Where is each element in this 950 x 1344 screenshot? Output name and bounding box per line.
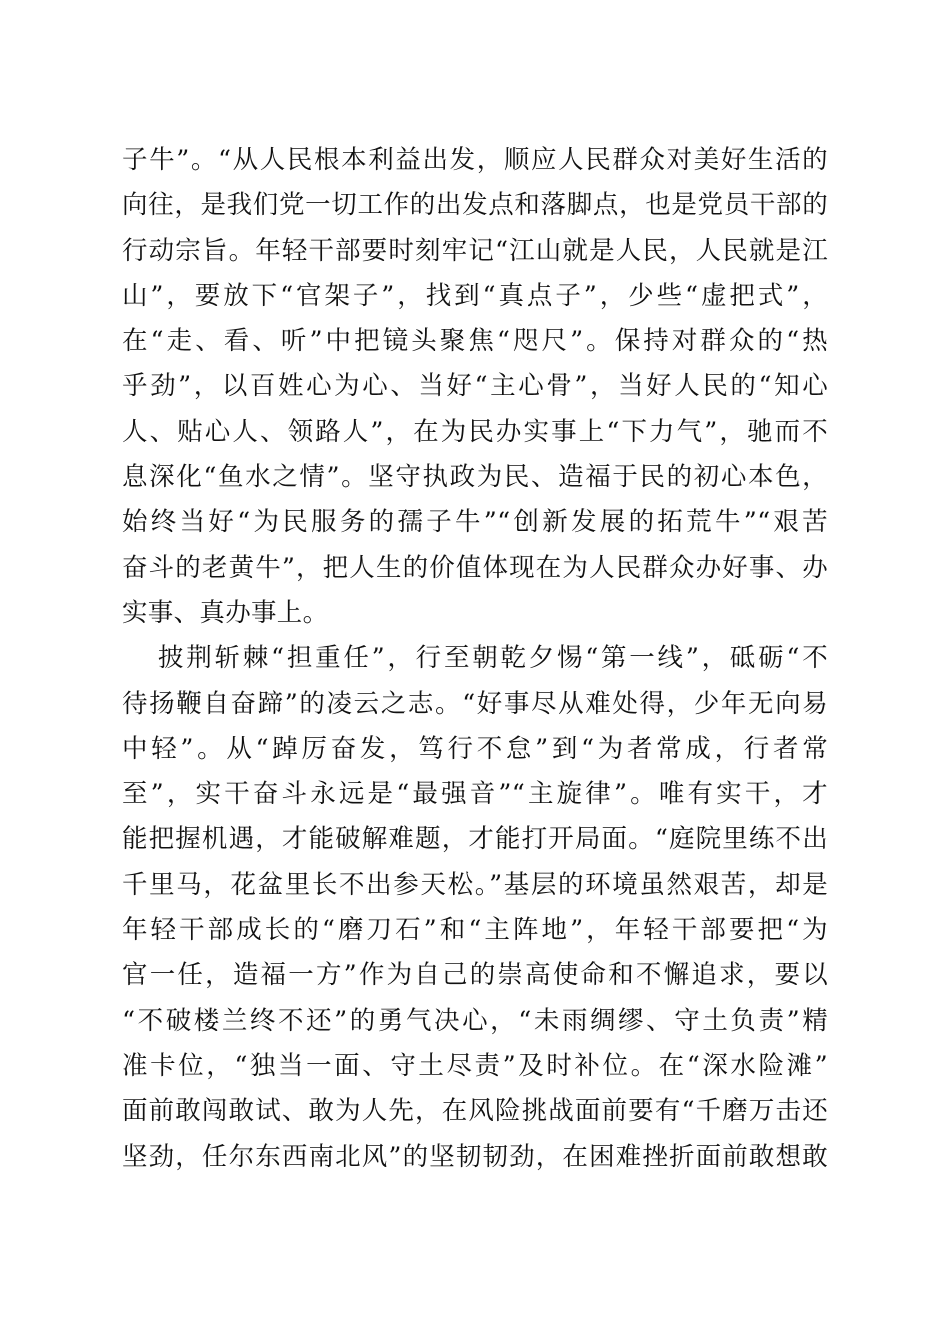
text-line: 待扬鞭自奋蹄”的凌云之志。“好事尽从难处得，少年无向易 (122, 688, 828, 719)
text-line: 子牛”。“从人民根本利益出发，顺应人民群众对美好生活的 (122, 145, 828, 175)
text-line: 向往，是我们党一切工作的出发点和落脚点，也是党员干部的 (122, 190, 828, 221)
text-line: 中轻”。从“踔厉奋发，笃行不怠”到“为者常成，行者常 (122, 733, 828, 764)
text-line: 奋斗的老黄牛”，把人生的价值体现在为人民群众办好事、办 (122, 552, 828, 583)
text-line: 在“走、看、听”中把镜头聚焦“咫尺”。保持对群众的“热 (122, 326, 828, 357)
text-line: 始终当好“为民服务的孺子牛”“创新发展的拓荒牛”“艰苦 (122, 507, 828, 538)
text-line: 坚劲，任尔东西南北风”的坚韧韧劲，在困难挫折面前敢想敢 (122, 1141, 828, 1172)
text-line: 行动宗旨。年轻干部要时刻牢记“江山就是人民，人民就是江 (122, 235, 828, 266)
text-line: 披荆斩棘“担重任”，行至朝乾夕惕“第一线”，砥砺“不 (158, 643, 828, 674)
text-line: 实事、真办事上。 (122, 597, 329, 628)
text-line: 准卡位，“独当一面、守土尽责”及时补位。在“深水险滩” (122, 1050, 828, 1081)
text-line: 至”，实干奋斗永远是“最强音”“主旋律”。唯有实干，才 (122, 779, 828, 810)
text-line: 官一任，造福一方”作为自己的崇高使命和不懈追求，要以 (122, 960, 828, 991)
text-line: 年轻干部成长的“磨刀石”和“主阵地”，年轻干部要把“为 (122, 915, 828, 946)
text-line: 能把握机遇，才能破解难题，才能打开局面。“庭院里练不出 (122, 824, 828, 855)
text-line: 乎劲”，以百姓心为心、当好“主心骨”，当好人民的“知心 (122, 371, 828, 402)
text-line: 人、贴心人、领路人”，在为民办实事上“下力气”，驰而不 (122, 416, 828, 447)
paragraph (122, 138, 828, 636)
text-line: 息深化“鱼水之情”。坚守执政为民、造福于民的初心本色， (122, 462, 828, 493)
paragraph (122, 636, 828, 1180)
text-line: 千里马，花盆里长不出参天松。”基层的环境虽然艰苦，却是 (122, 869, 828, 900)
document-page (122, 138, 828, 1180)
text-line: “不破楼兰终不还”的勇气决心，“未雨绸缪、守土负责”精 (122, 1005, 828, 1036)
text-line: 山”，要放下“官架子”，找到“真点子”，少些“虚把式”， (122, 280, 828, 311)
text-line: 面前敢闯敢试、敢为人先，在风险挑战面前要有“千磨万击还 (122, 1096, 828, 1127)
